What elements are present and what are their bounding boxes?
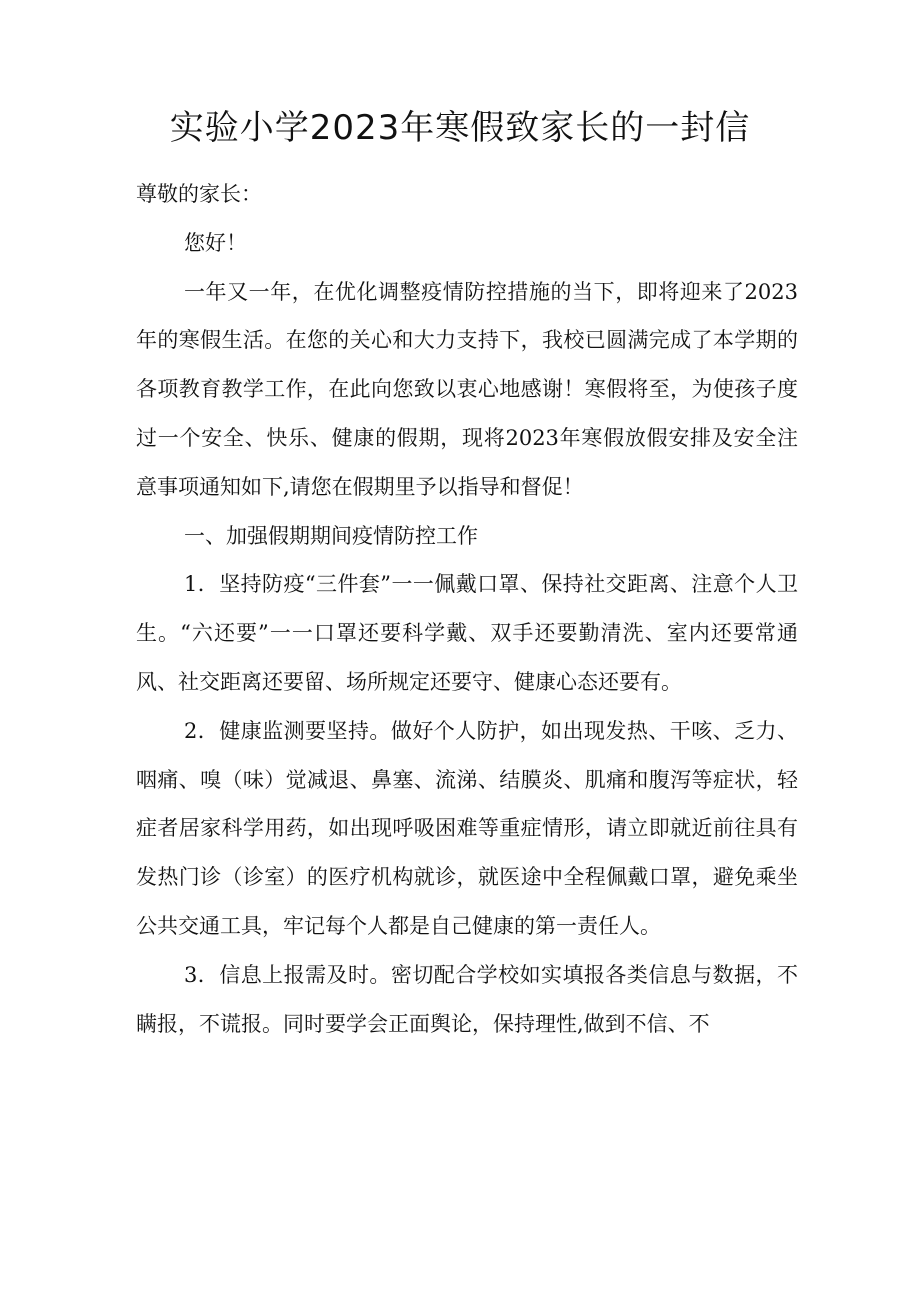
document-title: 实验小学2023年寒假致家长的一封信: [169, 108, 751, 148]
greeting: 您好！: [184, 230, 247, 255]
paragraph-item-3: 3．信息上报需及时。密切配合学校如实填报各类信息与数据，不瞒报，不谎报。同时要学会正面舆论，保持理性,做到不信、不: [136, 962, 798, 1036]
paragraph-item-1: 1．坚持防疫“三件套”一一佩戴口罩、保持社交距离、注意个人卫生。“六还要”一一口罩还要科学戴、双手还要勤清洗、室内还要常通风、社交距离还要留、场所规定还要守、健康心态还要有。: [136, 572, 798, 694]
paragraph-intro: 一年又一年，在优化调整疫情防控措施的当下，即将迎来了2023年的寒假生活。在您的关心和大力支持下，我校已圆满完成了本学期的各项教育教学工作，在此向您致以衷心地感谢！寒假将至，为使孩子度过一个安全、快乐、健康的假期，现将2023年寒假放假安排及安全注意事项通知如下,请您在假期里予以指导和督促！: [136, 279, 798, 499]
paragraph-item-2: 2．健康监测要坚持。做好个人防护，如出现发热、干咳、乏力、咽痛、嗅（味）觉减退、鼻塞、流涕、结膜炎、肌痛和腹泻等症状，轻症者居家科学用药，如出现呼吸困难等重症情形，请立即就近前往具有发热门诊（诊室）的医疗机构就诊，就医途中全程佩戴口罩，避免乘坐公共交通工具，牢记每个人都是自己健康的第一责任人。: [136, 718, 798, 938]
section-heading: 一、加强假期期间疫情防控工作: [184, 523, 478, 548]
salutation: 尊敬的家长：: [136, 182, 262, 206]
letter-body: [136, 170, 798, 1048]
